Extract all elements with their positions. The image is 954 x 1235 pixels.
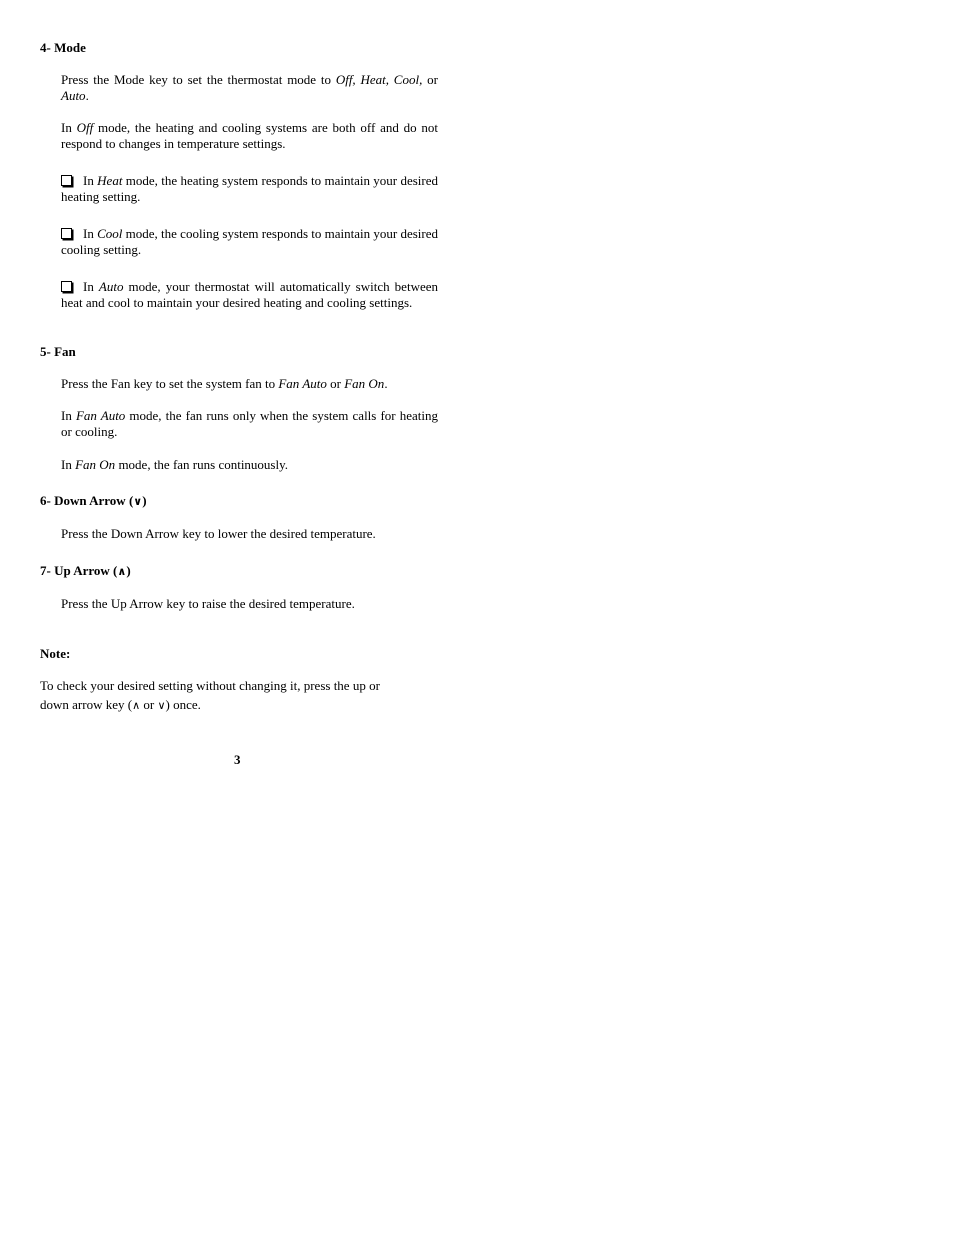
heat-text: Heat xyxy=(97,173,123,188)
text: ) xyxy=(142,493,147,508)
note-paragraph xyxy=(40,676,440,715)
text: In xyxy=(83,226,98,241)
mode-list-text: Off, Heat, Cool, xyxy=(335,72,423,87)
page-number: 3 xyxy=(234,752,241,767)
heading-mode: 4- Mode xyxy=(40,40,86,55)
fan-auto-text: Fan Auto xyxy=(75,408,126,423)
fan-on-text: Fan On xyxy=(344,376,385,391)
auto-mode-paragraph xyxy=(61,279,438,311)
note-line-2 xyxy=(40,695,440,715)
cool-text: Cool xyxy=(97,226,123,241)
off-mode-paragraph xyxy=(61,120,438,152)
up-arrow-icon: ∧ xyxy=(132,699,141,712)
checkbox-bullet-icon xyxy=(61,175,72,186)
mode-intro-paragraph xyxy=(61,72,438,104)
text: In xyxy=(83,173,98,188)
text: mode, the heating and cooling systems are both off and do not respond to changes in temperature settings. xyxy=(61,120,438,151)
fan-intro-paragraph xyxy=(61,376,438,392)
down-arrow-icon: ∨ xyxy=(157,699,166,712)
heading-down-arrow xyxy=(40,493,147,510)
heading-note: Note: xyxy=(40,646,71,661)
auto-text: Auto xyxy=(98,279,124,294)
down-arrow-icon: ∨ xyxy=(133,495,143,508)
text: mode, the fan runs only when the system calls for heating or cooling. xyxy=(61,408,438,439)
up-arrow-icon: ∧ xyxy=(117,565,127,578)
auto-text: Auto xyxy=(61,88,86,103)
text: Press the Mode key to set the thermostat mode to xyxy=(61,72,336,87)
text: 7- Up Arrow ( xyxy=(40,563,118,578)
checkbox-bullet-icon xyxy=(61,228,72,239)
checkbox-bullet-icon xyxy=(61,281,72,292)
text: mode, your thermostat will automatically switch between heat and cool to maintain your desired heating and cooling settings. xyxy=(61,279,438,310)
text: In xyxy=(61,120,77,135)
text: ) once. xyxy=(165,697,201,712)
heading-up-arrow xyxy=(40,563,131,580)
up-arrow-paragraph: Press the Up Arrow key to raise the desired temperature. xyxy=(61,596,355,611)
text: or xyxy=(140,697,158,712)
text: In xyxy=(61,408,76,423)
fan-auto-text: Fan Auto xyxy=(278,376,327,391)
cool-mode-paragraph xyxy=(61,226,438,258)
text: In xyxy=(61,457,76,472)
heading-fan: 5- Fan xyxy=(40,344,76,359)
text: . xyxy=(85,88,89,103)
note-line-1: To check your desired setting without changing it, press the up or xyxy=(40,678,380,693)
text: mode, the fan runs continuously. xyxy=(115,457,289,472)
text: mode, the cooling system responds to maintain your desired cooling setting. xyxy=(61,226,438,257)
text: mode, the heating system responds to maintain your desired heating setting. xyxy=(61,173,438,204)
text: . xyxy=(384,376,388,391)
off-text: Off xyxy=(76,120,94,135)
heat-mode-paragraph xyxy=(61,173,438,205)
text: or xyxy=(422,72,438,87)
fan-on-paragraph xyxy=(61,457,438,473)
fan-on-text: Fan On xyxy=(75,457,116,472)
text: 6- Down Arrow ( xyxy=(40,493,134,508)
down-arrow-paragraph: Press the Down Arrow key to lower the desired temperature. xyxy=(61,526,376,541)
text: or xyxy=(326,376,345,391)
fan-auto-paragraph xyxy=(61,408,438,440)
text: down arrow key ( xyxy=(40,697,133,712)
text: In xyxy=(83,279,99,294)
text: Press the Fan key to set the system fan to xyxy=(61,376,279,391)
text: ) xyxy=(126,563,131,578)
